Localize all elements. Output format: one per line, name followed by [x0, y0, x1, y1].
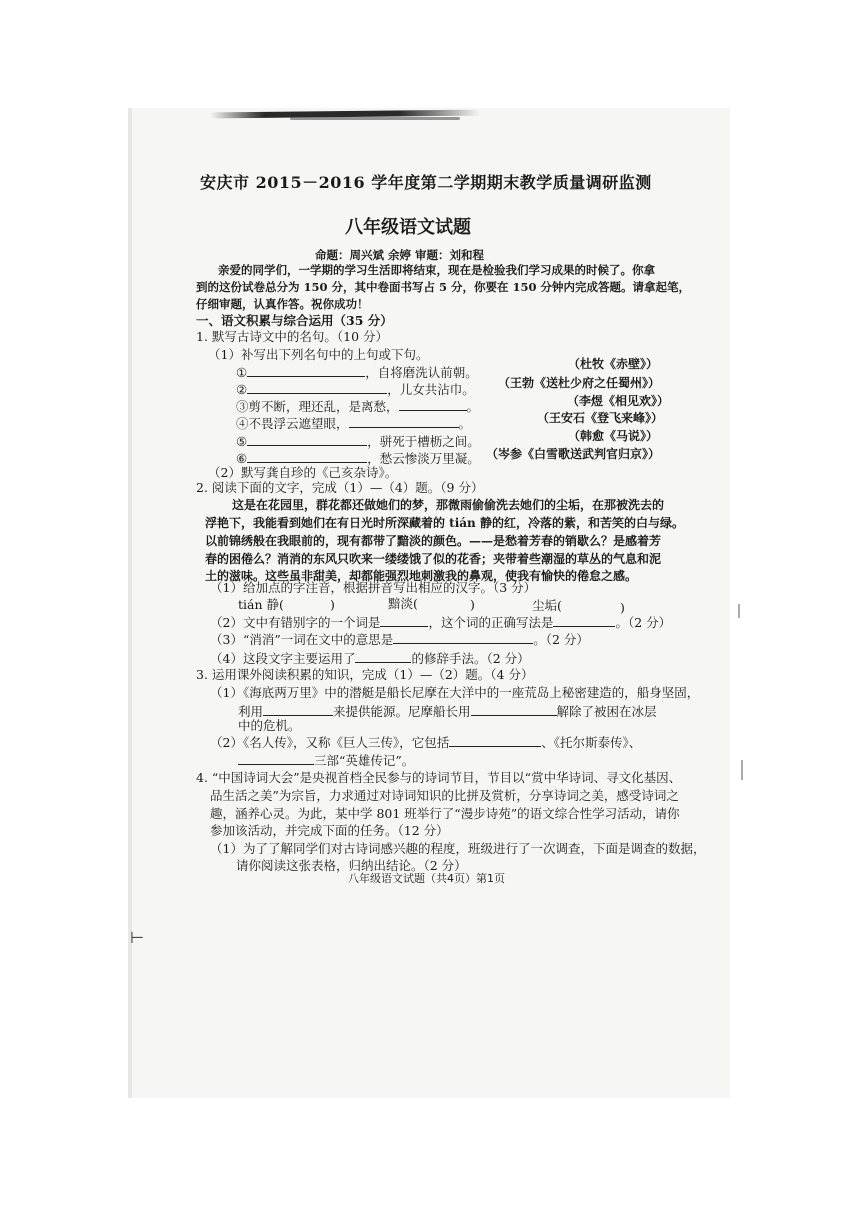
- q2-p1-item-1-close: ): [330, 597, 335, 612]
- scan-smudge-2: [290, 117, 460, 120]
- q1-source-1: （杜牧《赤壁》）: [568, 357, 659, 371]
- q2-p4-text-a: （4）这段文字主要运用了: [210, 651, 356, 666]
- q1-line-text: ，自将磨洗认前朝。: [365, 365, 478, 380]
- q2-p2: [210, 614, 671, 631]
- q1-heading: 1. 默写古诗文中的名句。（10 分）: [196, 329, 389, 344]
- q2-p3-text-a: （3）“消消”一词在文中的意思是: [210, 632, 394, 647]
- q2-p1-item-2: 黯淡(: [388, 596, 418, 611]
- q1-line-num: ⑥: [236, 451, 248, 466]
- q2-p1-item-3: 尘垢(: [532, 598, 562, 613]
- answer-blank[interactable]: [399, 398, 467, 411]
- intro-line-1: 亲爱的同学们，一学期的学习生活即将结束，现在是检验我们学习成果的时候了。你拿: [218, 263, 655, 277]
- q3-line-2-text-b: 来提供能源。尼摩船长用: [333, 704, 471, 719]
- q1-source-5: （韩愈《马说》）: [568, 429, 659, 443]
- q1-source-2: （王勃《送杜少府之任蜀州》）: [498, 376, 661, 390]
- answer-blank[interactable]: [238, 752, 314, 765]
- q1-source-3: （李煜《相见欢》）: [567, 394, 670, 408]
- q1-line-text: ，愁云惨淡万里凝。: [367, 451, 480, 466]
- q3-heading: 3. 运用课外阅读积累的知识，完成（1）—（2）题。（4 分）: [196, 667, 534, 682]
- q3-line-2: [238, 703, 657, 720]
- q3-line-4-text-b: 、《托尔斯泰传》、: [541, 735, 642, 750]
- q4-line-3: 趣，涵养心灵。为此，某中学 801 班举行了“漫步诗苑”的语文综合性学习活动，请你: [210, 806, 680, 821]
- answer-blank[interactable]: [263, 703, 333, 716]
- q4-line-5: （1）为了了解同学们对古诗词感兴趣的程度，班级进行了一次调查，下面是调查的数据，: [210, 841, 706, 856]
- q1-sub2: （2）默写龚自珍的《己亥杂诗》。: [208, 465, 398, 480]
- q2-p3: [210, 631, 589, 648]
- exam-subtitle: 八年级语文试题: [345, 217, 471, 238]
- scan-speck: [741, 760, 743, 780]
- q4-line-2: 品生活之美”为宗旨，力求通过对诗词知识的比拼及赏析，分享诗词之美，感受诗词之: [210, 788, 679, 803]
- q1-line-num: ②: [236, 382, 248, 397]
- q3-line-2-text-c: 解除了被困在冰层: [556, 704, 657, 719]
- answer-blank[interactable]: [349, 415, 459, 428]
- q2-p4-text-b: 的修辞手法。（2 分）: [411, 651, 530, 666]
- q1-source-4: （王安石《登飞来峰》）: [537, 411, 664, 425]
- q1-line-num: ④不畏浮云遮望眼，: [236, 416, 349, 431]
- q1-line-num: ①: [236, 365, 248, 380]
- answer-blank[interactable]: [247, 364, 365, 377]
- q4-line-4: 参加该活动，并完成下面的任务。（12 分）: [210, 823, 449, 838]
- q3-line-1: （1）《海底两万里》中的潜艇是船长尼摩在大洋中的一座荒岛上秘密建造的，船身坚固，: [210, 685, 700, 700]
- q1-line-2: [236, 381, 475, 398]
- q1-line-text: 。: [466, 399, 480, 414]
- q1-sub1: （1）补写出下列名句中的上句或下句。: [208, 347, 429, 362]
- intro-line-2: 到的这份试卷总分为 150 分，其中卷面书写占 5 分，你要在 150 分钟内完成答题。请拿起笔，: [196, 280, 691, 294]
- q1-source-6: （岑参《白雪歌送武判官归京》）: [486, 447, 661, 461]
- answer-blank[interactable]: [247, 450, 367, 463]
- q2-passage-3: 以前锦绣般在我眼前的，现有都带了黯淡的颜色。——是愁着芳春的销歇么？是感着芳: [205, 534, 662, 548]
- answer-blank[interactable]: [471, 703, 557, 716]
- q4-line-1: 4. “中国诗词大会”是央视首档全民参与的诗词节目，节目以“赏中华诗词、寻文化基因、: [196, 770, 682, 785]
- q2-p2-text-b: ，这个词的正确写法是: [428, 615, 554, 630]
- q2-p4: [210, 650, 530, 667]
- q3-line-3: 中的危机。: [238, 718, 301, 733]
- q2-passage-2: 浮艳下，我能看到她们在有日光时所深藏着的 tián 静的红，冷落的紫，和苦笑的白与绿。: [205, 516, 684, 530]
- q2-p2-text-a: （2）文中有错别字的一个词是: [210, 615, 381, 630]
- answer-blank[interactable]: [355, 650, 411, 663]
- q1-line-text: ，骈死于槽枥之间。: [367, 434, 480, 449]
- q2-p1-item-3-close: ): [620, 600, 625, 615]
- q1-line-text: ，儿女共沾巾。: [387, 382, 475, 397]
- q2-passage-1: 这是在花园里，群花都还做她们的梦，那微雨偷偷洗去她们的尘垢，在那被洗去的: [232, 498, 665, 512]
- section-heading: 一、语文积累与综合运用（35 分）: [196, 313, 393, 328]
- q1-line-4: [236, 415, 471, 432]
- q2-p1-item-1: tián 静(: [238, 597, 284, 612]
- q3-line-5: [238, 752, 414, 769]
- q4-line-6: 请你阅读这张表格，归纳出结论。（2 分）: [236, 858, 467, 873]
- q2-heading: 2. 阅读下面的文字，完成（1）—（4）题。（9 分）: [196, 480, 484, 495]
- page-footer: 八年级语文试题（共4页）第1页: [348, 872, 505, 885]
- answer-blank[interactable]: [393, 631, 533, 644]
- q2-p1: （1）给加点的字注音，根据拼音写出相应的汉字。（3 分）: [210, 580, 537, 595]
- q2-p3-text-b: 。（2 分）: [533, 632, 589, 647]
- exam-title: 安庆市 2015－2016 学年度第二学期期末教学质量调研监测: [200, 173, 652, 192]
- q1-line-num: ⑤: [236, 434, 248, 449]
- q2-passage-5: 土的滋味。这些虽非甜美，却都能强烈地刺激我的鼻观，使我有愉快的倦怠之感。: [205, 569, 638, 583]
- scan-corner-mark: ⊢: [130, 928, 144, 947]
- q1-line-5: [236, 433, 480, 450]
- q3-line-4-text-a: （2）《名人传》，又称《巨人三传》，它包括: [210, 735, 450, 750]
- q2-passage-4: 春的困倦么？消消的东风只吹来一缕缕饿了似的花香；夹带着些潮湿的草丛的气息和泥: [205, 552, 662, 566]
- paper-edge-shadow: [128, 108, 132, 1098]
- q1-line-num: ③剪不断，理还乱，是离愁，: [236, 399, 399, 414]
- answer-blank[interactable]: [247, 381, 387, 394]
- answer-blank[interactable]: [247, 433, 367, 446]
- q1-line-3: [236, 398, 479, 415]
- answer-blank[interactable]: [380, 614, 428, 627]
- scan-speck: [738, 604, 740, 618]
- answer-blank[interactable]: [553, 614, 615, 627]
- authors: 命题：周兴斌 余婷 审题：刘和程: [315, 248, 485, 262]
- q3-line-4: [210, 734, 641, 751]
- q2-p1-item-2-close: ): [470, 597, 475, 612]
- answer-blank[interactable]: [449, 734, 541, 747]
- intro-line-3: 仔细审题，认真作答。祝你成功！: [196, 297, 369, 311]
- q1-line-text: 。: [458, 416, 472, 431]
- q2-p2-text-c: 。（2 分）: [615, 615, 672, 630]
- q3-line-2-text-a: 利用: [238, 704, 264, 719]
- q3-line-5-text: 三部“英雄传记”。: [314, 753, 415, 768]
- q1-line-1: [236, 364, 478, 381]
